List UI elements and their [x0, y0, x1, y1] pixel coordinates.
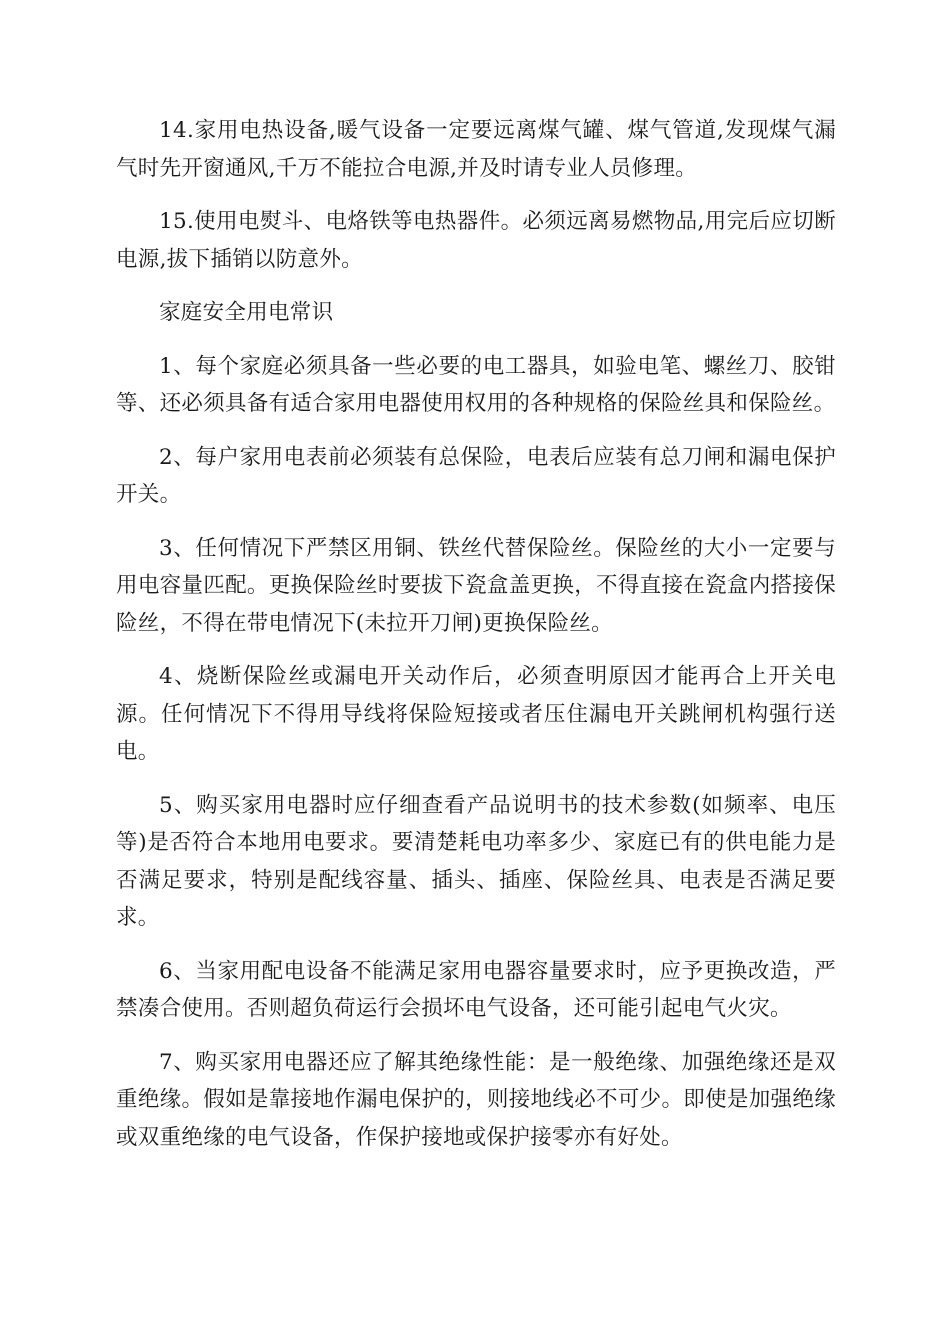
paragraph-15: 15.使用电熨斗、电烙铁等电热器件。必须远离易燃物品,用完后应切断电源,拔下插销以防意外。	[116, 209, 836, 272]
section-heading: 家庭安全用电常识	[159, 300, 334, 325]
paragraph-1: 1、每个家庭必须具备一些必要的电工器具，如验电笔、螺丝刀、胶钳等、还必须具备有适合家用电器使用权用的各种规格的保险丝具和保险丝。	[116, 353, 836, 416]
paragraph-5: 5、购买家用电器时应仔细查看产品说明书的技术参数(如频率、电压等)是否符合本地用电要求。要清楚耗电功率多少、家庭已有的供电能力是否满足要求，特别是配线容量、插头、插座、保险丝具、电表是否满足要求。	[116, 792, 836, 930]
paragraph-7: 7、购买家用电器还应了解其绝缘性能：是一般绝缘、加强绝缘还是双重绝缘。假如是靠接地作漏电保护的，则接地线必不可少。即使是加强绝缘或双重绝缘的电气设备，作保护接地或保护接零亦有好处。	[116, 1049, 836, 1150]
paragraph-6: 6、当家用配电设备不能满足家用电器容量要求时，应予更换改造，严禁凑合使用。否则超负荷运行会损坏电气设备，还可能引起电气火灾。	[116, 958, 836, 1021]
document-body	[116, 112, 836, 1172]
paragraph-4: 4、烧断保险丝或漏电开关动作后，必须查明原因才能再合上开关电源。任何情况下不得用导线将保险短接或者压住漏电开关跳闸机构强行送电。	[116, 664, 836, 764]
paragraph-14: 14.家用电热设备,暖气设备一定要远离煤气罐、煤气管道,发现煤气漏气时先开窗通风,千万不能拉合电源,并及时请专业人员修理。	[116, 118, 836, 181]
paragraph-3: 3、任何情况下严禁区用铜、铁丝代替保险丝。保险丝的大小一定要与用电容量匹配。更换保险丝时要拔下瓷盒盖更换，不得直接在瓷盒内搭接保险丝，不得在带电情况下(未拉开刀闸)更换保险丝。	[116, 535, 836, 636]
paragraph-2: 2、每户家用电表前必须装有总保险，电表后应装有总刀闸和漏电保护开关。	[116, 444, 836, 507]
